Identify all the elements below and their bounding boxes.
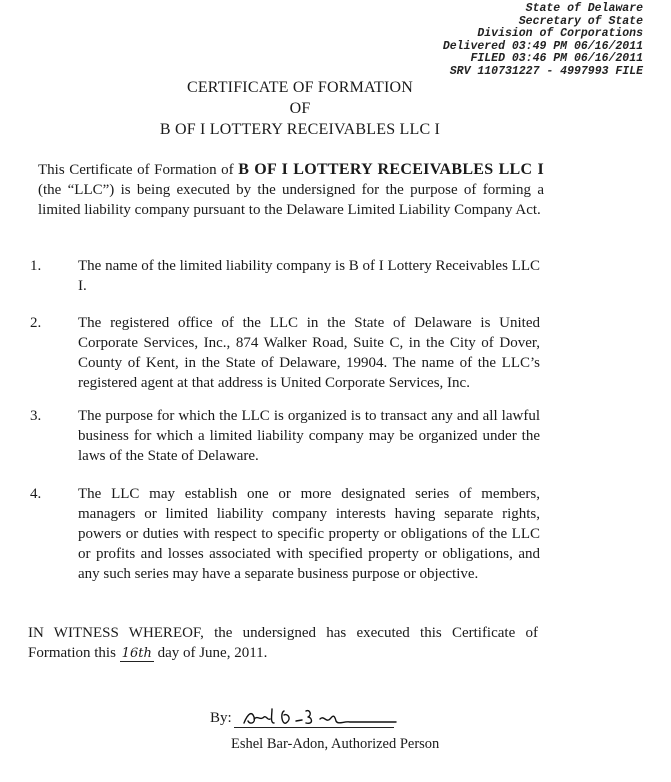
handwritten-day: 16th [121,646,152,661]
filing-stamp [403,3,643,78]
stamp-line-division: Division of Corporations [477,27,643,40]
article-item [30,256,540,296]
title-line-of: OF [289,100,311,117]
stamp-line-srv: SRV 110731227 - 4997993 FILE [449,64,643,78]
stamp-line-delivered: Delivered 03:49 PM 06/16/2011 [442,39,643,53]
stamp-line-secretary: Secretary of State [518,14,643,28]
intro-paragraph [38,160,544,220]
intro-prefix: This Certificate of Formation of [38,162,239,178]
article-number: 4. [30,486,42,502]
article-item [30,484,540,584]
signature-by-label: By: [210,710,232,726]
stamp-line-state: State of Delaware [525,2,643,15]
signer-name: Eshel Bar-Adon, Authorized Person [231,736,440,752]
document-title [110,77,490,140]
article-item [30,406,540,466]
intro-suffix: (the “LLC”) is being executed by the undersigned for the purpose of forming a limited liability company pursuant to the Delaware Limited Liability Company Act. [38,182,544,218]
title-line-company: B OF I LOTTERY RECEIVABLES LLC I [159,121,441,138]
article-item [30,313,540,393]
signature-block [210,705,470,765]
witness-prefix: IN WITNESS WHEREOF, the undersigned has executed this Certificate of Formation this [28,625,538,661]
article-text: The purpose for which the LLC is organized is to transact any and all lawful business for which a limited liability company may be organized under the laws of the State of Delaware. [78,408,540,464]
witness-paragraph [28,623,538,663]
intro-company-name: B OF I LOTTERY RECEIVABLES LLC I [238,161,545,178]
stamp-line-filed: FILED 03:46 PM 06/16/2011 [470,52,643,65]
title-line-certificate: CERTIFICATE OF FORMATION [186,79,414,96]
witness-suffix: day of June, 2011. [153,645,268,661]
article-text: The LLC may establish one or more designated series of members, managers or limited liability company interests having separate rights, powers or duties with respect to specific property or obligations of the LLC or profits and losses associated with specified property or obligations, and any such series may have a separate business purpose or objective. [78,486,540,582]
signature-line [234,727,394,728]
article-number: 2. [30,315,42,331]
article-number: 1. [30,258,42,274]
article-text: The registered office of the LLC in the State of Delaware is United Corporate Services, Inc., 874 Walker Road, Suite C, in the City of Dover, County of Kent, in the State of Delaware, 19904. The name of the LLC’s registered agent at that address is United Corporate Services, Inc. [78,315,540,391]
article-number: 3. [30,408,42,424]
article-text: The name of the limited liability company is B of I Lottery Receivables LLC I. [78,258,540,294]
